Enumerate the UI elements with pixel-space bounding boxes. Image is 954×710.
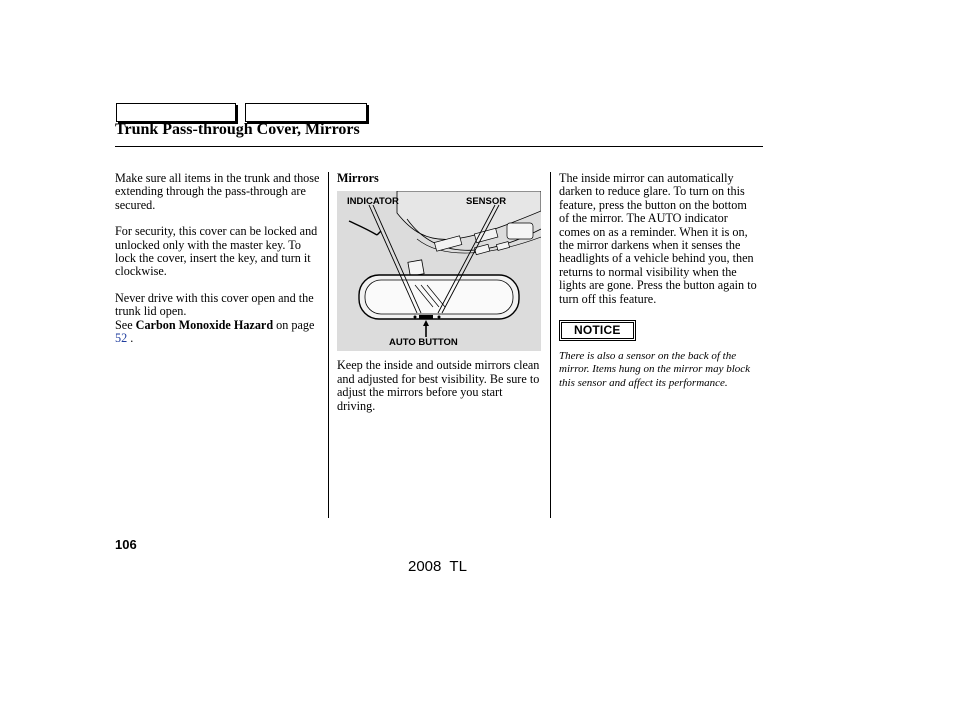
column-divider-1	[328, 172, 329, 518]
auto-button-label: AUTO BUTTON	[389, 337, 458, 349]
footer-model: 2008 TL	[408, 558, 467, 575]
see-prefix: See	[115, 317, 136, 332]
title-divider	[115, 146, 763, 147]
see-reference	[115, 319, 321, 346]
paragraph-keep-clean: Keep the inside and outside mirrors clean and adjusted for best visibility. Be sure to adjust the mirrors before you start driving.	[337, 358, 540, 413]
paragraph-secure-items: Make sure all items in the trunk and those extending through the pass-through are secured.	[115, 171, 320, 212]
column-divider-2	[550, 172, 551, 518]
see-mid: on page	[273, 317, 315, 332]
notice-box	[559, 320, 636, 341]
header-tab-box-1	[116, 103, 236, 122]
mirror-illustration	[337, 191, 541, 351]
see-bold-topic: Carbon Monoxide Hazard	[135, 317, 274, 332]
column-3	[559, 172, 759, 390]
header-tab-box-2	[245, 103, 367, 122]
paragraph-security: For security, this cover can be locked and unlocked only with the master key. To lock the cover, insert the key, and turn it clockwise.	[115, 224, 318, 279]
page-number: 106	[115, 537, 137, 552]
notice-label: NOTICE	[561, 322, 634, 339]
see-suffix: .	[127, 331, 134, 346]
paragraph-auto-dimming: The inside mirror can automatically darken to reduce glare. To turn on this feature, press the button on the bottom of the mirror. The AUTO indicator comes on as a reminder. When it is on, the mirror darkens when it senses the headlights of a vehicle behind you, then returns to normal visibility when the lights are gone. Press the button again to turn off this feature.	[559, 171, 757, 306]
mirror-drawing	[337, 191, 541, 351]
page-link[interactable]: 52	[115, 331, 128, 346]
mirrors-heading: Mirrors	[337, 171, 379, 185]
indicator-label: INDICATOR	[347, 196, 399, 208]
sensor-label: SENSOR	[466, 196, 507, 208]
column-1	[115, 172, 321, 345]
paragraph-never-drive: Never drive with this cover open and the trunk lid open.	[115, 290, 314, 319]
column-2	[337, 172, 543, 413]
page-title: Trunk Pass-through Cover, Mirrors	[115, 121, 360, 138]
notice-text: There is also a sensor on the back of the mirror. Items hung on the mirror may block this sensor and affect its performance.	[559, 350, 751, 389]
